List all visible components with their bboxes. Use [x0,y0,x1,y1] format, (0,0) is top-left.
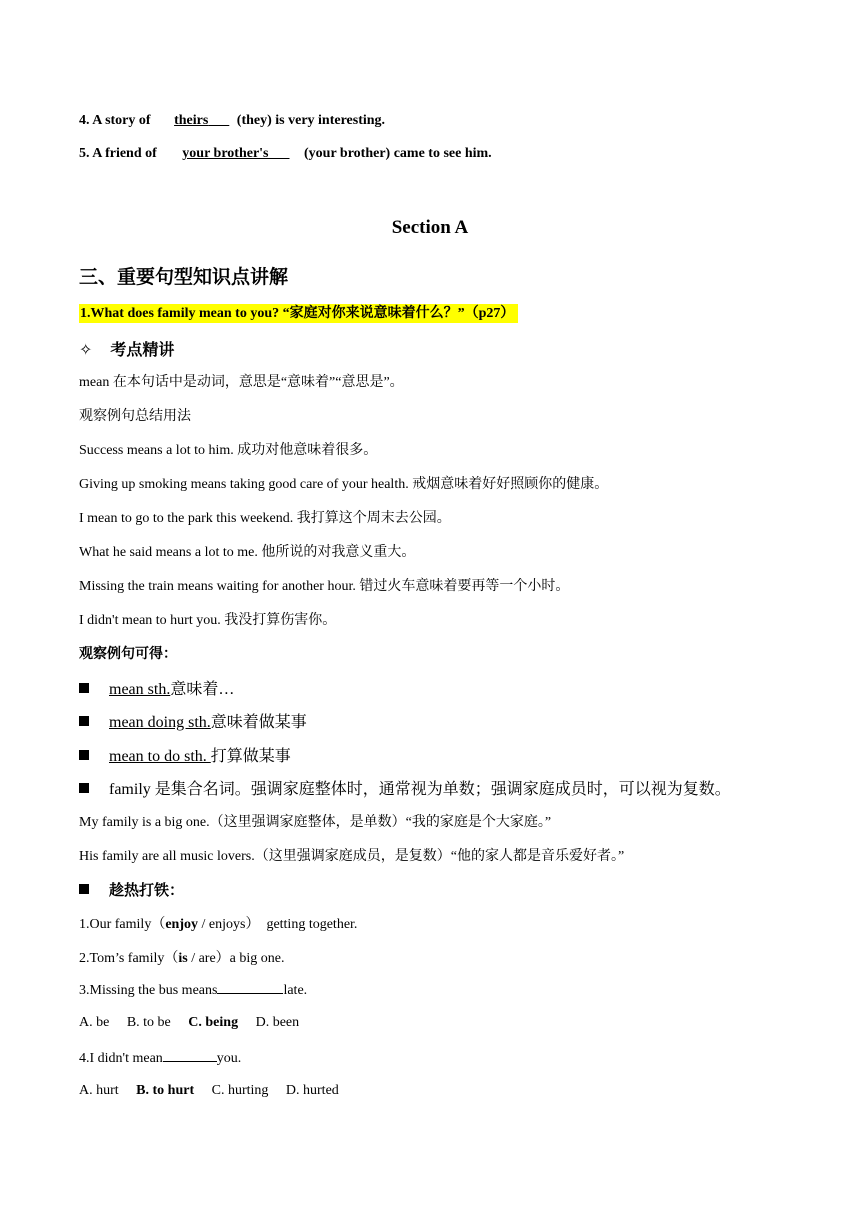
exercise-q5 [79,146,492,162]
practice-q1: 1.Our family（enjoy / enjoys） getting together. [79,917,358,932]
usage-term: mean to do sth. [109,748,211,765]
section-title: Section A [391,217,469,238]
answer-blank [163,1049,217,1062]
example-1: Success means a lot to him. 成功对他意味着很多。 [79,443,378,458]
exercise-q5-post: (your brother) came to see him. [304,146,492,161]
example-6: I didn't mean to hurt you. 我没打算伤害你。 [79,613,337,628]
option-b: B. to hurt [136,1083,195,1098]
key-point-row [79,337,174,360]
option-c: C. being [188,1015,239,1030]
conclusion-label: 观察例句可得： [79,646,177,662]
bullet-square-icon [79,683,89,693]
highlight-sentence: 1.What does family mean to you? “家庭对你来说意味着什么？”（p27） [79,304,518,323]
family-note [79,776,731,799]
example-3: I mean to go to the park this weekend. 我打算这个周末去公园。 [79,511,451,526]
family-note-text: family 是集合名词。强调家庭整体时，通常视为单数；强调家庭成员时，可以视为复数。 [109,781,731,798]
practice-q3-options [79,1015,313,1031]
practice-q4: 4.I didn't mean you. [79,1051,242,1066]
usage-term: mean doing sth. [109,714,211,731]
exercise-q5-answer: your brother's [182,146,269,161]
highlight-sentence-row [79,302,518,322]
bullet-square-icon [79,783,89,793]
practice-q2: 2.Tom’s family（is / are）a big one. [79,951,285,966]
usage-2 [79,709,307,732]
usage-meaning: 打算做某事 [210,748,291,765]
exercise-q4 [79,113,385,129]
intro-text: mean 在本句话中是动词，意思是“意味着”“意思是”。 [79,375,404,390]
example-5: Missing the train means waiting for another hour. 错过火车意味着要再等一个小时。 [79,579,570,594]
option-c: C. hurting [211,1083,269,1098]
usage-meaning: 意味着做某事 [210,714,307,731]
option-a: A. hurt [79,1083,119,1098]
usage-1 [79,676,234,699]
practice-q4-options [79,1083,353,1099]
main-heading: 三、重要句型知识点讲解 [79,266,289,288]
observe-label: 观察例句总结用法 [79,409,191,424]
usage-term: mean sth. [109,681,171,698]
practice-q3: 3.Missing the bus means late. [79,983,308,998]
exercise-q4-answer: theirs [174,113,209,128]
bullet-square-icon [79,750,89,760]
practice-label: 趁热打铁： [109,881,185,899]
exercise-q4-post: (they) is very interesting. [236,113,386,128]
family-example-1: My family is a big one.（这里强调家庭整体，是单数）“我的家庭是个大家庭。” [79,815,552,830]
exercise-q5-pre: 5. A friend of [79,146,157,161]
exercise-q4-pre: 4. A story of [79,113,151,128]
usage-3 [79,743,291,766]
bullet-square-icon [79,884,89,894]
option-d: D. been [255,1015,300,1030]
bullet-square-icon [79,716,89,726]
option-a: A. be [79,1015,110,1030]
option-b: B. to be [126,1015,171,1030]
sparkle-icon: ✧ [79,340,93,359]
answer-blank [217,981,283,994]
usage-meaning: 意味着… [170,681,235,698]
example-2: Giving up smoking means taking good care of your health. 戒烟意味着好好照顾你的健康。 [79,477,609,492]
example-4: What he said means a lot to me. 他所说的对我意义重大。 [79,545,416,560]
family-example-2: His family are all music lovers.（这里强调家庭成员，是复数）“他的家人都是音乐爱好者。” [79,849,625,864]
practice-heading [79,879,184,900]
option-d: D. hurted [285,1083,339,1098]
key-point-label: 考点精讲 [110,340,175,359]
